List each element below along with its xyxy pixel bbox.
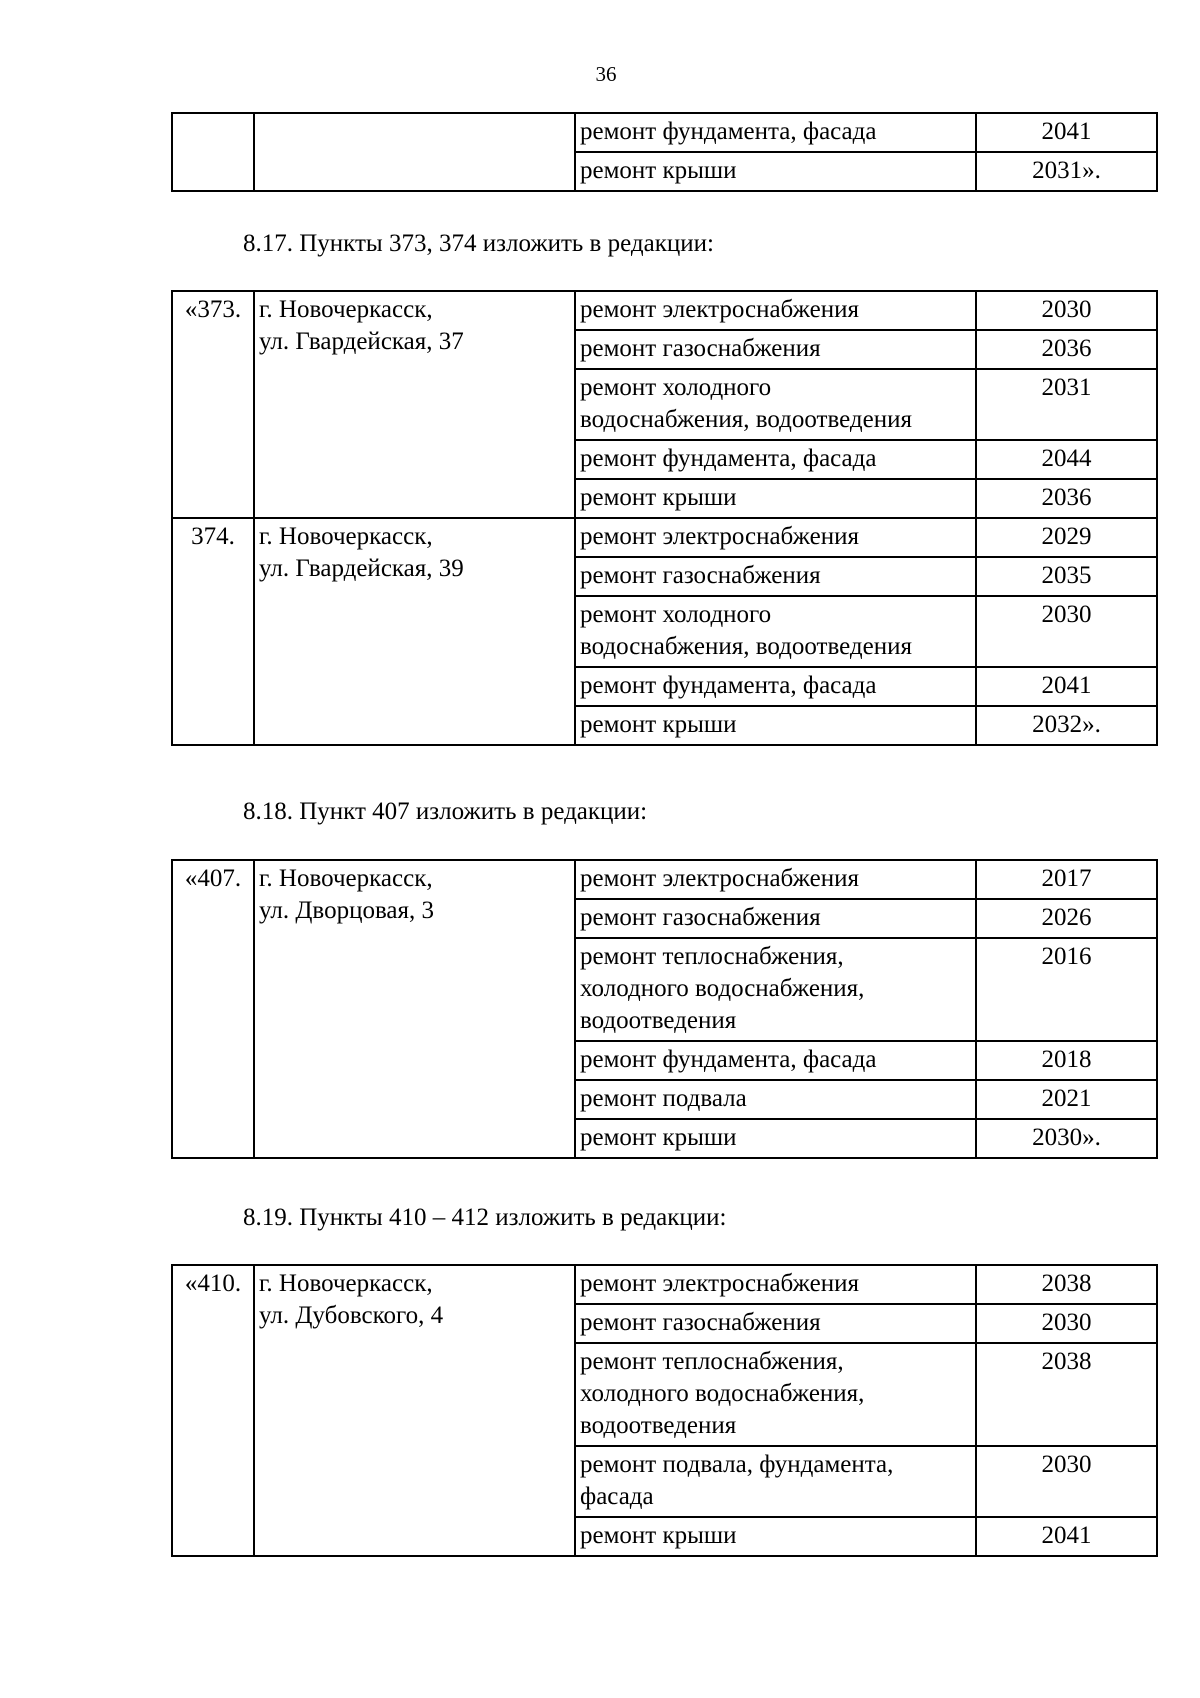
address-street: ул. Дворцовая, 3 xyxy=(259,897,435,924)
work-cell xyxy=(575,369,976,440)
item-number-cell: «373. xyxy=(172,291,254,518)
work-cell: ремонт электроснабжения xyxy=(575,860,976,899)
work-cell: ремонт электроснабжения xyxy=(575,291,976,330)
year-cell: 2030 xyxy=(976,291,1157,330)
year-cell: 2031 xyxy=(976,369,1157,440)
work-cell: ремонт газоснабжения xyxy=(575,557,976,596)
work-cell: ремонт крыши xyxy=(575,479,976,518)
work-cell: ремонт крыши xyxy=(575,1517,976,1556)
address-city: г. Новочеркасск, xyxy=(259,296,433,323)
table-row xyxy=(172,1265,1157,1304)
work-cell xyxy=(575,938,976,1041)
year-cell: 2017 xyxy=(976,860,1157,899)
work-cell: ремонт фундамента, фасада xyxy=(575,1041,976,1080)
work-cell: ремонт газоснабжения xyxy=(575,330,976,369)
item-number-cell: «407. xyxy=(172,860,254,1158)
address-city: г. Новочеркасск, xyxy=(259,865,433,892)
table-row xyxy=(172,518,1157,557)
address-street: ул. Гвардейская, 39 xyxy=(259,555,464,582)
work-line: ремонт теплоснабжения, xyxy=(580,1348,844,1375)
year-cell: 2032». xyxy=(976,706,1157,745)
year-cell: 2018 xyxy=(976,1041,1157,1080)
work-cell: ремонт фундамента, фасада xyxy=(575,113,976,152)
work-cell: ремонт электроснабжения xyxy=(575,518,976,557)
item-number-cell: «410. xyxy=(172,1265,254,1556)
address-city: г. Новочеркасск, xyxy=(259,523,433,550)
address-street: ул. Дубовского, 4 xyxy=(259,1302,444,1329)
table-row xyxy=(172,860,1157,899)
address-city: г. Новочеркасск, xyxy=(259,1270,433,1297)
address-cell xyxy=(254,518,575,745)
year-cell: 2029 xyxy=(976,518,1157,557)
item-number-cell xyxy=(172,113,254,191)
table-items-373-374 xyxy=(171,290,1158,746)
year-cell: 2038 xyxy=(976,1343,1157,1446)
year-cell: 2030». xyxy=(976,1119,1157,1158)
address-cell xyxy=(254,113,575,191)
year-cell: 2030 xyxy=(976,596,1157,667)
year-cell: 2016 xyxy=(976,938,1157,1041)
year-cell: 2030 xyxy=(976,1446,1157,1517)
address-cell xyxy=(254,291,575,518)
work-cell: ремонт фундамента, фасада xyxy=(575,667,976,706)
address-cell xyxy=(254,1265,575,1556)
work-line: ремонт теплоснабжения, xyxy=(580,943,844,970)
year-cell: 2031». xyxy=(976,152,1157,191)
work-line: водоотведения xyxy=(580,1412,737,1439)
address-street: ул. Гвардейская, 37 xyxy=(259,328,464,355)
work-cell: ремонт фундамента, фасада xyxy=(575,440,976,479)
item-number-cell: 374. xyxy=(172,518,254,745)
year-cell: 2041 xyxy=(976,113,1157,152)
work-line: фасада xyxy=(580,1483,654,1510)
paragraph-8-18: 8.18. Пункт 407 изложить в редакции: xyxy=(243,798,648,825)
table-row xyxy=(172,291,1157,330)
year-cell: 2036 xyxy=(976,330,1157,369)
work-cell: ремонт электроснабжения xyxy=(575,1265,976,1304)
page-number: 36 xyxy=(595,62,617,86)
work-line: ремонт холодного xyxy=(580,374,772,401)
work-cell: ремонт газоснабжения xyxy=(575,1304,976,1343)
year-cell: 2044 xyxy=(976,440,1157,479)
work-cell: ремонт крыши xyxy=(575,152,976,191)
year-cell: 2021 xyxy=(976,1080,1157,1119)
work-cell: ремонт газоснабжения xyxy=(575,899,976,938)
work-cell: ремонт крыши xyxy=(575,706,976,745)
table-item-407 xyxy=(171,859,1158,1159)
work-cell xyxy=(575,1446,976,1517)
year-cell: 2038 xyxy=(976,1265,1157,1304)
work-line: холодного водоснабжения, xyxy=(580,1380,865,1407)
year-cell: 2041 xyxy=(976,1517,1157,1556)
work-cell xyxy=(575,596,976,667)
year-cell: 2041 xyxy=(976,667,1157,706)
work-line: ремонт подвала, фундамента, xyxy=(580,1451,894,1478)
work-cell: ремонт крыши xyxy=(575,1119,976,1158)
year-cell: 2030 xyxy=(976,1304,1157,1343)
work-line: водоснабжения, водоотведения xyxy=(580,406,912,433)
work-line: водоснабжения, водоотведения xyxy=(580,633,912,660)
table-row xyxy=(172,113,1157,152)
paragraph-8-19: 8.19. Пункты 410 – 412 изложить в редакции: xyxy=(243,1204,727,1231)
work-cell: ремонт подвала xyxy=(575,1080,976,1119)
table-continuation xyxy=(171,112,1158,192)
table-item-410 xyxy=(171,1264,1158,1557)
year-cell: 2026 xyxy=(976,899,1157,938)
work-cell xyxy=(575,1343,976,1446)
address-cell xyxy=(254,860,575,1158)
year-cell: 2036 xyxy=(976,479,1157,518)
work-line: ремонт холодного xyxy=(580,601,772,628)
work-line: водоотведения xyxy=(580,1007,737,1034)
year-cell: 2035 xyxy=(976,557,1157,596)
paragraph-8-17: 8.17. Пункты 373, 374 изложить в редакции: xyxy=(243,230,714,257)
work-line: холодного водоснабжения, xyxy=(580,975,865,1002)
